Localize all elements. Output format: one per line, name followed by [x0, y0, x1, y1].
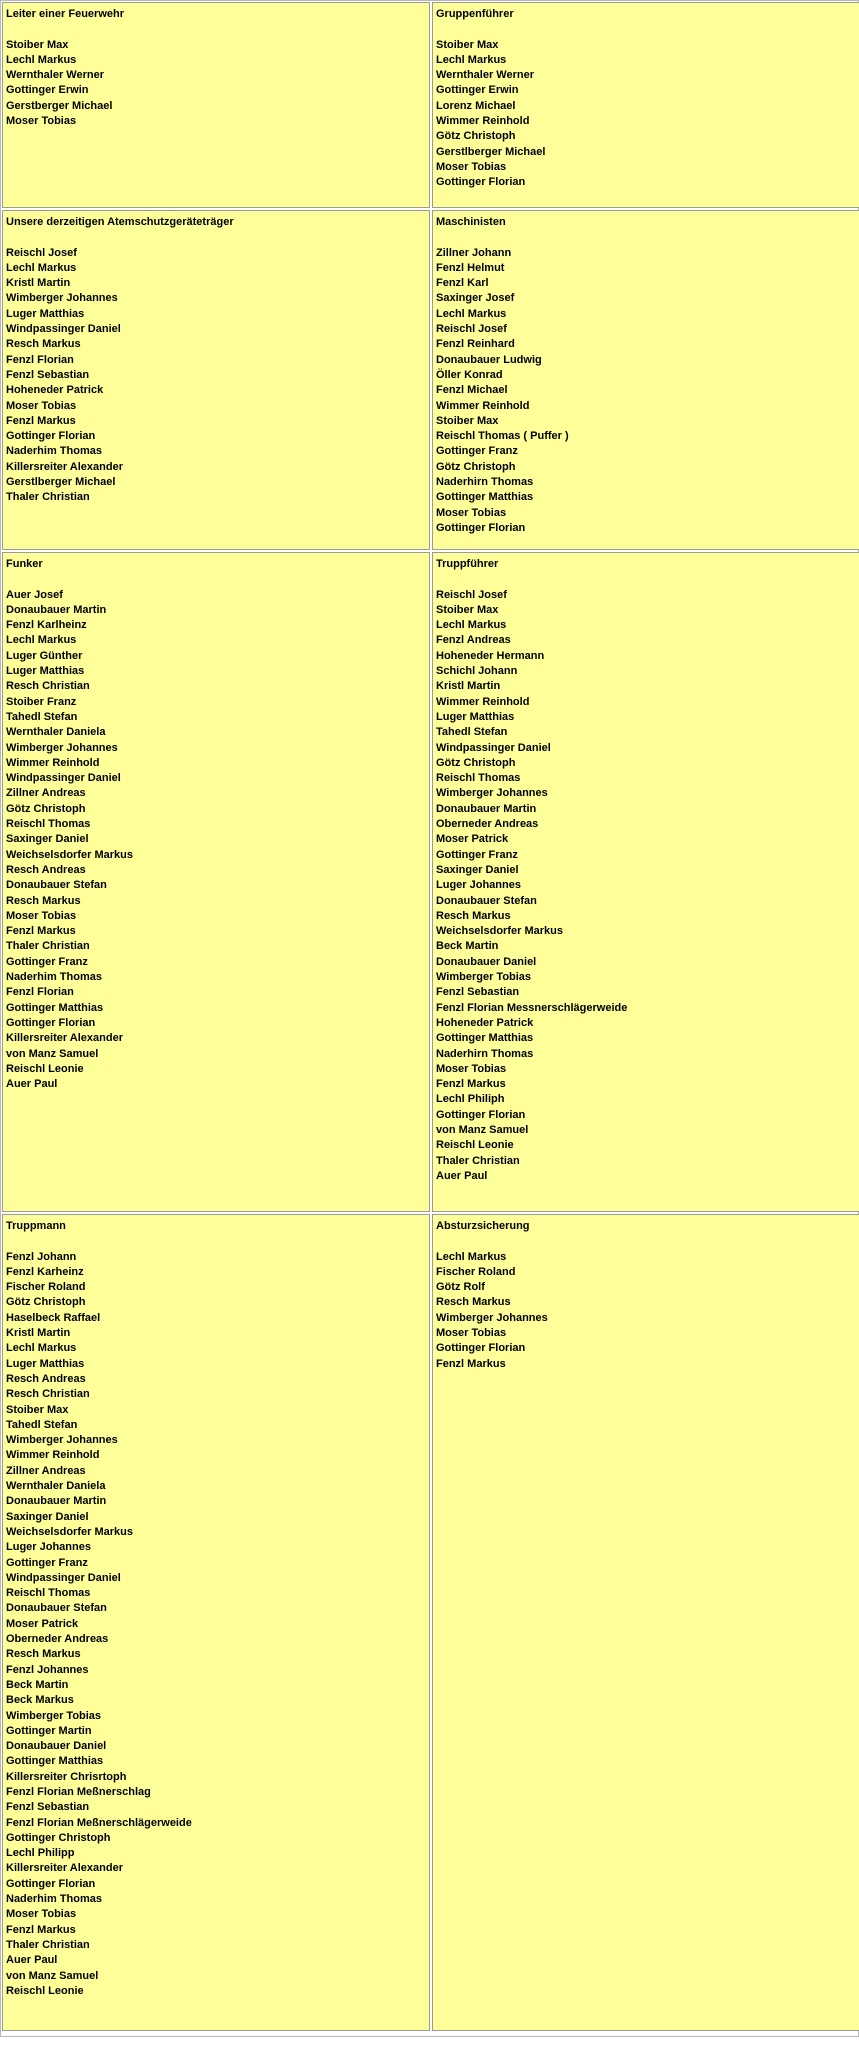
person-name: Fenzl Helmut: [436, 261, 505, 274]
person-name: Windpassinger Daniel: [6, 323, 121, 336]
person-name: Moser Tobias: [436, 1062, 507, 1075]
person-name: Stoiber Max: [436, 414, 499, 427]
person-name: Lechl Markus: [6, 53, 77, 66]
person-name: Luger Günther: [6, 649, 83, 662]
person-name: Donaubauer Ludwig: [436, 353, 542, 366]
person-name: Donaubauer Martin: [6, 1495, 107, 1508]
person-name: Gerstlberger Michael: [6, 476, 116, 489]
person-name: Hoheneder Hermann: [436, 649, 545, 662]
person-name: Stoiber Max: [6, 38, 69, 51]
cell-truppfuehrer: [432, 552, 859, 1212]
person-name: von Manz Samuel: [6, 1969, 99, 1982]
person-name: Fenzl Florian Meßnerschlag: [6, 1785, 151, 1798]
person-name: Auer Josef: [6, 588, 63, 601]
spacer: [6, 572, 426, 587]
person-name: Fischer Roland: [6, 1281, 86, 1294]
person-name: Moser Patrick: [436, 833, 509, 846]
person-name: Fenzl Sebastian: [436, 986, 520, 999]
person-name: Lorenz Michael: [436, 99, 516, 112]
person-name: Resch Andreas: [6, 863, 86, 876]
person-name: Fenzl Karlheinz: [6, 619, 87, 632]
person-name: Gottinger Erwin: [6, 84, 89, 97]
person-name: Götz Christoph: [436, 460, 516, 473]
person-name: Lechl Markus: [436, 619, 507, 632]
person-name: Gottinger Matthias: [6, 1001, 104, 1014]
person-name: Weichselsdorfer Markus: [6, 1525, 133, 1538]
spacer: [6, 1234, 426, 1249]
person-name: Luger Johannes: [436, 879, 521, 892]
person-name: Lechl Markus: [6, 261, 77, 274]
person-name: Resch Markus: [6, 894, 81, 907]
person-name: Resch Markus: [436, 1296, 511, 1309]
person-name: Thaler Christian: [6, 940, 90, 953]
person-name: Fenzl Sebastian: [6, 1801, 90, 1814]
person-name: Fenzl Karheinz: [6, 1265, 84, 1278]
cell-title: Truppmann: [6, 1220, 66, 1232]
person-name: Moser Tobias: [6, 1908, 77, 1921]
cell-title: Gruppenführer: [436, 8, 514, 20]
person-name: Auer Paul: [6, 1954, 58, 1967]
person-name: Killersreiter Alexander: [6, 1032, 123, 1045]
person-name: Moser Tobias: [436, 1327, 507, 1340]
person-name: Gottinger Florian: [6, 1016, 96, 1029]
person-name: Donaubauer Martin: [436, 802, 537, 815]
person-name: Kristl Martin: [6, 277, 71, 290]
person-name: Reischl Josef: [436, 323, 507, 336]
person-name: Gottinger Erwin: [436, 84, 519, 97]
person-name: Kristl Martin: [436, 680, 501, 693]
person-name: Oberneder Andreas: [6, 1633, 109, 1646]
person-name: Saxinger Daniel: [6, 833, 89, 846]
person-name: Wimmer Reinhold: [6, 756, 100, 769]
person-name: Zillner Johann: [436, 246, 512, 259]
person-name: Resch Markus: [6, 1648, 81, 1661]
person-name: Thaler Christian: [436, 1154, 520, 1167]
cell-gruppenfuehrer: [432, 2, 859, 208]
person-name: Resch Christian: [6, 680, 90, 693]
person-name: Reischl Thomas: [6, 1587, 91, 1600]
person-name: Fenzl Markus: [436, 1078, 506, 1091]
person-name: Naderhim Thomas: [6, 971, 102, 984]
person-name: Fenzl Markus: [6, 925, 76, 938]
cell-title: Funker: [6, 558, 43, 570]
person-name: Weichselsdorfer Markus: [436, 925, 563, 938]
person-name: Auer Paul: [6, 1078, 58, 1091]
person-name: Hoheneder Patrick: [6, 384, 104, 397]
person-name: Wimberger Johannes: [436, 787, 548, 800]
person-name: Reischl Leonie: [6, 1062, 84, 1075]
cell-title: Absturzsicherung: [436, 1220, 530, 1232]
person-name: Stoiber Max: [436, 603, 499, 616]
person-name: Lechl Markus: [436, 53, 507, 66]
name-list: [436, 1250, 856, 1372]
person-name: Reischl Thomas: [6, 818, 91, 831]
cell-title: Truppführer: [436, 558, 499, 570]
name-list: [6, 1250, 426, 2000]
person-name: Stoiber Franz: [6, 695, 77, 708]
person-name: Haselbeck Raffael: [6, 1311, 101, 1324]
person-name: Wimmer Reinhold: [436, 115, 530, 128]
person-name: Resch Markus: [436, 909, 511, 922]
person-name: Wimmer Reinhold: [6, 1449, 100, 1462]
person-name: Gottinger Franz: [6, 1556, 88, 1569]
person-name: Moser Tobias: [6, 399, 77, 412]
person-name: Moser Tobias: [6, 909, 77, 922]
person-name: Resch Markus: [6, 338, 81, 351]
cell-atemschutzgeraetetraeger: [2, 210, 430, 550]
person-name: Gottinger Florian: [436, 1108, 526, 1121]
person-name: Lechl Philipp: [6, 1847, 75, 1860]
person-name: Kristl Martin: [6, 1327, 71, 1340]
person-name: Lechl Markus: [436, 1250, 507, 1263]
name-list: [436, 38, 856, 191]
person-name: Götz Christoph: [436, 130, 516, 143]
person-name: Gottinger Florian: [6, 1877, 96, 1890]
person-name: Fischer Roland: [436, 1265, 516, 1278]
spacer: [436, 572, 856, 587]
person-name: Götz Christoph: [6, 1296, 86, 1309]
spacer: [436, 1234, 856, 1249]
person-name: Fenzl Reinhard: [436, 338, 515, 351]
person-name: Lechl Markus: [6, 634, 77, 647]
person-name: Moser Tobias: [436, 160, 507, 173]
person-name: Moser Patrick: [6, 1617, 79, 1630]
person-name: Donaubauer Stefan: [6, 1602, 107, 1615]
person-name: Tahedl Stefan: [6, 710, 78, 723]
person-name: Killersreiter Alexander: [6, 460, 123, 473]
person-name: Wimmer Reinhold: [436, 399, 530, 412]
person-name: Resch Andreas: [6, 1372, 86, 1385]
person-name: Gerstberger Michael: [6, 99, 113, 112]
person-name: Gottinger Florian: [436, 176, 526, 189]
person-name: Reischl Thomas ( Puffer ): [436, 430, 569, 443]
spacer: [436, 230, 856, 245]
cell-truppmann: [2, 1214, 430, 2031]
person-name: Gottinger Franz: [436, 848, 518, 861]
name-list: [436, 588, 856, 1185]
person-name: Wimberger Tobias: [6, 1709, 102, 1722]
cell-funker: [2, 552, 430, 1212]
person-name: Thaler Christian: [6, 491, 90, 504]
person-name: Donaubauer Daniel: [436, 955, 537, 968]
person-name: Zillner Andreas: [6, 1464, 86, 1477]
person-name: Windpassinger Daniel: [436, 741, 551, 754]
person-name: Fenzl Sebastian: [6, 368, 90, 381]
person-name: Tahedl Stefan: [436, 726, 508, 739]
person-name: Donaubauer Martin: [6, 603, 107, 616]
person-name: Killersreiter Alexander: [6, 1862, 123, 1875]
person-name: Gottinger Franz: [436, 445, 518, 458]
person-name: Fenzl Markus: [6, 414, 76, 427]
person-name: Wimberger Johannes: [6, 292, 118, 305]
person-name: Gottinger Florian: [436, 521, 526, 534]
person-name: Fenzl Florian: [6, 986, 74, 999]
name-list: [6, 246, 426, 506]
person-name: Wernthaler Werner: [6, 69, 105, 82]
person-name: Beck Markus: [6, 1694, 74, 1707]
person-name: Öller Konrad: [436, 368, 503, 381]
person-name: Gottinger Franz: [6, 955, 88, 968]
person-name: Fenzl Markus: [6, 1923, 76, 1936]
person-name: Resch Christian: [6, 1388, 90, 1401]
person-name: Donaubauer Daniel: [6, 1740, 107, 1753]
person-name: Wimmer Reinhold: [436, 695, 530, 708]
person-name: Stoiber Max: [436, 38, 499, 51]
person-name: Fenzl Michael: [436, 384, 508, 397]
person-name: Wernthaler Werner: [436, 69, 535, 82]
person-name: Wimberger Johannes: [6, 1434, 118, 1447]
person-name: Gottinger Matthias: [436, 491, 534, 504]
person-name: Saxinger Daniel: [436, 863, 519, 876]
person-name: Gerstlberger Michael: [436, 145, 546, 158]
person-name: Thaler Christian: [6, 1938, 90, 1951]
person-name: Tahedl Stefan: [6, 1418, 78, 1431]
person-name: Stoiber Max: [6, 1403, 69, 1416]
person-name: Moser Tobias: [436, 506, 507, 519]
person-name: Gottinger Florian: [6, 430, 96, 443]
person-name: Götz Christoph: [6, 802, 86, 815]
person-name: Naderhirn Thomas: [436, 1047, 534, 1060]
person-name: Fenzl Johannes: [6, 1663, 89, 1676]
person-name: Saxinger Josef: [436, 292, 515, 305]
person-name: Fenzl Markus: [436, 1357, 506, 1370]
person-name: Hoheneder Patrick: [436, 1016, 534, 1029]
spacer: [6, 230, 426, 245]
person-name: Fenzl Johann: [6, 1250, 77, 1263]
person-name: von Manz Samuel: [436, 1123, 529, 1136]
cell-title: Unsere derzeitigen Atemschutzgeräteträger: [6, 216, 234, 228]
person-name: Luger Johannes: [6, 1541, 91, 1554]
person-name: Wimberger Johannes: [6, 741, 118, 754]
person-name: Gottinger Christoph: [6, 1831, 111, 1844]
person-name: Wernthaler Daniela: [6, 726, 106, 739]
person-name: Fenzl Florian Messnerschlägerweide: [436, 1001, 628, 1014]
person-name: Donaubauer Stefan: [436, 894, 537, 907]
person-name: Beck Martin: [6, 1678, 69, 1691]
person-name: Fenzl Karl: [436, 277, 489, 290]
person-name: Lechl Markus: [6, 1342, 77, 1355]
person-name: Lechl Philiph: [436, 1093, 505, 1106]
spacer: [436, 22, 856, 37]
person-name: Fenzl Andreas: [436, 634, 511, 647]
person-name: Reischl Josef: [436, 588, 507, 601]
person-name: Lechl Markus: [436, 307, 507, 320]
person-name: Weichselsdorfer Markus: [6, 848, 133, 861]
person-name: Naderhim Thomas: [6, 1893, 102, 1906]
person-name: Wimberger Johannes: [436, 1311, 548, 1324]
person-name: Reischl Leonie: [436, 1139, 514, 1152]
person-name: Auer Paul: [436, 1169, 488, 1182]
person-name: Fenzl Florian Meßnerschlägerweide: [6, 1816, 192, 1829]
name-list: [6, 588, 426, 1093]
cell-leiter-einer-feuerwehr: [2, 2, 430, 208]
cell-title: Leiter einer Feuerwehr: [6, 8, 124, 20]
person-name: Killersreiter Chrisrtoph: [6, 1770, 127, 1783]
person-name: Luger Matthias: [6, 307, 85, 320]
person-name: Gottinger Martin: [6, 1724, 92, 1737]
person-name: Naderhirn Thomas: [436, 476, 534, 489]
person-name: Oberneder Andreas: [436, 818, 539, 831]
person-name: Moser Tobias: [6, 115, 77, 128]
person-name: Saxinger Daniel: [6, 1510, 89, 1523]
person-name: Götz Rolf: [436, 1281, 485, 1294]
person-name: Reischl Josef: [6, 246, 77, 259]
person-name: Fenzl Florian: [6, 353, 74, 366]
cell-absturzsicherung: [432, 1214, 859, 2031]
person-name: Donaubauer Stefan: [6, 879, 107, 892]
person-name: Gottinger Matthias: [436, 1032, 534, 1045]
person-name: Luger Matthias: [436, 710, 515, 723]
person-name: von Manz Samuel: [6, 1047, 99, 1060]
person-name: Reischl Thomas: [436, 772, 521, 785]
name-list: [6, 38, 426, 130]
person-name: Luger Matthias: [6, 665, 85, 678]
person-name: Wernthaler Daniela: [6, 1480, 106, 1493]
person-name: Zillner Andreas: [6, 787, 86, 800]
person-name: Luger Matthias: [6, 1357, 85, 1370]
person-name: Beck Martin: [436, 940, 499, 953]
person-name: Windpassinger Daniel: [6, 772, 121, 785]
person-name: Gottinger Florian: [436, 1342, 526, 1355]
name-list: [436, 246, 856, 537]
person-name: Naderhim Thomas: [6, 445, 102, 458]
person-name: Gottinger Matthias: [6, 1755, 104, 1768]
person-name: Götz Christoph: [436, 756, 516, 769]
cell-title: Maschinisten: [436, 216, 506, 228]
cell-maschinisten: [432, 210, 859, 550]
person-name: Windpassinger Daniel: [6, 1571, 121, 1584]
person-name: Schichl Johann: [436, 665, 518, 678]
person-name: Wimberger Tobias: [436, 971, 532, 984]
spacer: [6, 22, 426, 37]
person-name: Reischl Leonie: [6, 1984, 84, 1997]
